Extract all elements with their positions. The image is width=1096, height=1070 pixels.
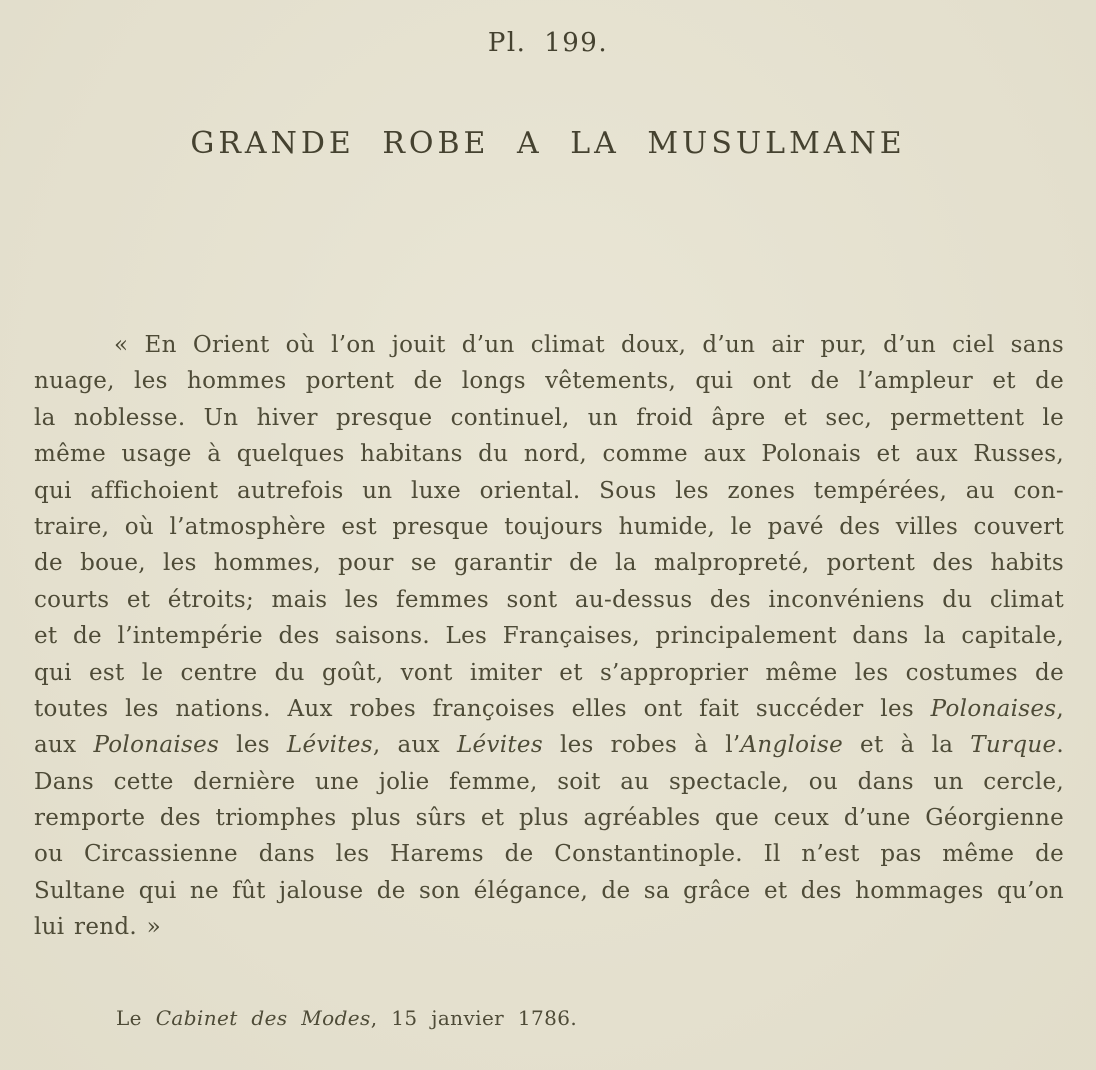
text-segment: de boue, les hommes, pour se garantir de la malpropreté, portent des habits bbox=[34, 550, 1064, 577]
text-segment: , 15 janvier 1786. bbox=[370, 1005, 578, 1030]
body-line bbox=[34, 873, 1064, 909]
text-segment: , aux bbox=[372, 732, 457, 759]
italic-term: Turque bbox=[970, 732, 1057, 759]
body-line bbox=[34, 327, 1064, 363]
body-line bbox=[34, 909, 1064, 945]
text-segment: , bbox=[1056, 695, 1064, 722]
body-line bbox=[34, 545, 1064, 581]
text-segment: « En Orient où l’on jouit d’un climat doux, d’un air pur, d’un ciel sans bbox=[114, 332, 1064, 358]
text-segment: et de l’intempérie des saisons. Les Françaises, principalement dans la capitale, bbox=[34, 623, 1064, 650]
body-line bbox=[34, 727, 1064, 763]
text-segment: lui rend. » bbox=[34, 914, 161, 941]
body-line bbox=[34, 400, 1064, 436]
body-line bbox=[34, 363, 1064, 399]
body-line bbox=[34, 436, 1064, 472]
body-line bbox=[34, 618, 1064, 654]
italic-term: Lévites bbox=[456, 732, 543, 759]
body-paragraph bbox=[34, 327, 1064, 946]
italic-term: Polonaises bbox=[930, 695, 1057, 722]
text-segment: nuage, les hommes portent de longs vêtements, qui ont de l’ampleur et de bbox=[34, 368, 1064, 395]
text-segment: traire, où l’atmosphère est presque toujours humide, le pavé des villes couvert bbox=[34, 513, 1064, 540]
plate-number: Pl. 199. bbox=[487, 28, 609, 58]
text-segment: même usage à quelques habitans du nord, comme aux Polonais et aux Russes, bbox=[34, 441, 1064, 468]
body-line bbox=[34, 655, 1064, 691]
text-segment: remporte des triomphes plus sûrs et plus agréables que ceux d’une Géorgienne bbox=[34, 805, 1064, 832]
body-line bbox=[34, 764, 1064, 800]
body-line bbox=[34, 582, 1064, 618]
text-segment: Le bbox=[116, 1005, 156, 1030]
text-segment: les bbox=[219, 732, 287, 759]
italic-term: Cabinet des Modes bbox=[155, 1005, 371, 1030]
text-segment: aux bbox=[34, 732, 94, 759]
text-segment: courts et étroits; mais les femmes sont au-dessus des inconvéniens du climat bbox=[34, 586, 1064, 613]
italic-term: Angloise bbox=[740, 732, 844, 759]
body-line bbox=[34, 800, 1064, 836]
text-segment: les robes à l’ bbox=[542, 732, 741, 759]
citation-line bbox=[116, 1006, 1096, 1030]
body-line bbox=[34, 691, 1064, 727]
text-segment: la noblesse. Un hiver presque continuel, un froid âpre et sec, permettent le bbox=[34, 404, 1064, 431]
text-segment: qui est le centre du goût, vont imiter et s’approprier même les costumes de bbox=[34, 659, 1064, 686]
text-segment: ou Circassienne dans les Harems de Constantinople. Il n’est pas même de bbox=[34, 841, 1064, 868]
body-line bbox=[34, 509, 1064, 545]
text-segment: et à la bbox=[843, 732, 971, 759]
body-line bbox=[34, 836, 1064, 872]
text-segment: toutes les nations. Aux robes françoises elles ont fait succéder les bbox=[34, 695, 931, 722]
text-segment: Dans cette dernière une jolie femme, soit au spectacle, ou dans un cercle, bbox=[34, 768, 1064, 795]
italic-term: Polonaises bbox=[93, 732, 220, 759]
text-segment: . bbox=[1056, 732, 1064, 759]
text-segment: Sultane qui ne fût jalouse de son élégance, de sa grâce et des hommages qu’on bbox=[34, 877, 1064, 904]
page-title: GRANDE ROBE A LA MUSULMANE bbox=[190, 126, 906, 161]
italic-term: Lévites bbox=[286, 732, 373, 759]
body-line bbox=[34, 473, 1064, 509]
text-segment: qui affichoient autrefois un luxe oriental. Sous les zones tempérées, au con- bbox=[34, 477, 1064, 504]
